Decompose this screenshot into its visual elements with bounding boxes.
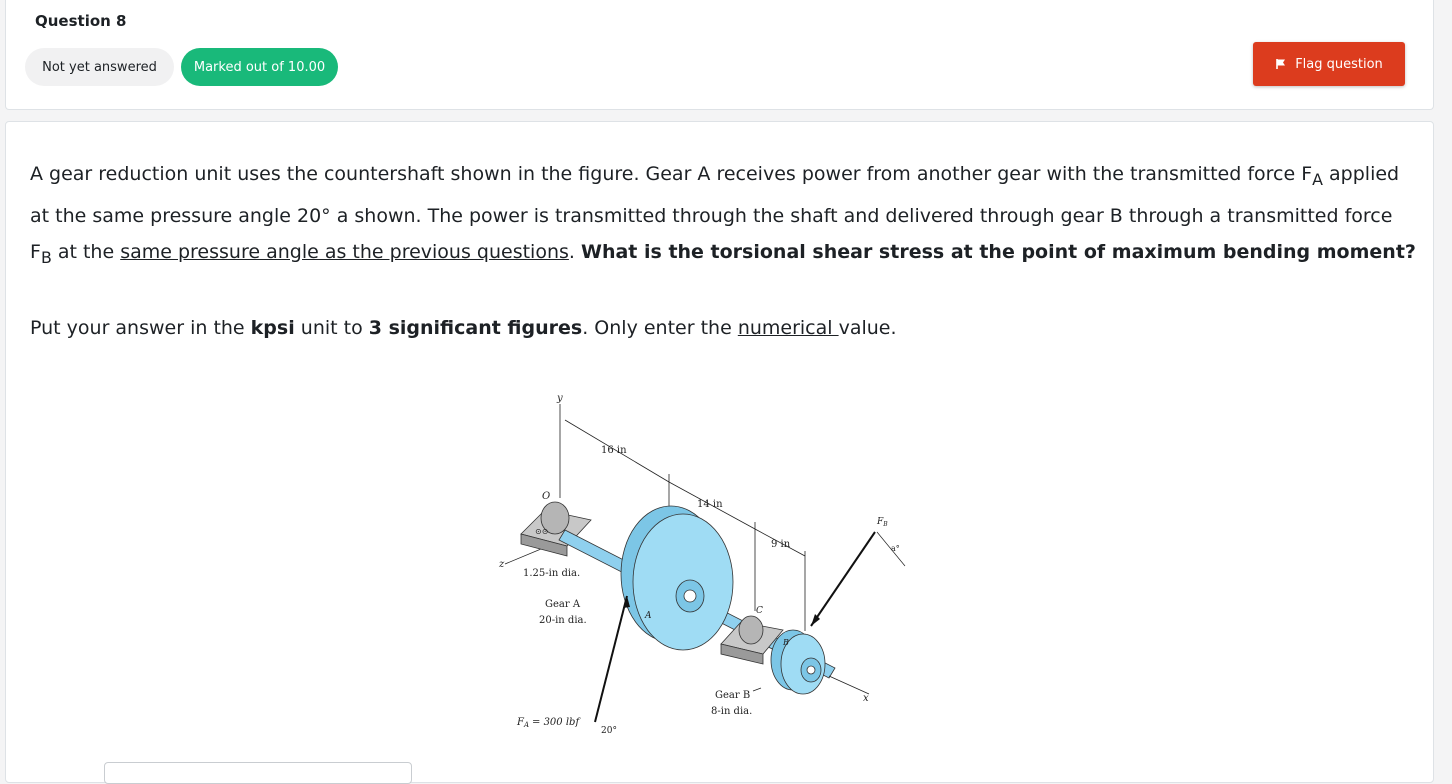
force-fa bbox=[1301, 163, 1323, 189]
text-segment: applied at the same pressure angle 20° a shown. The power is transmitted through the shaft and delivered through gear B through a transmitted force bbox=[30, 163, 1400, 227]
flag-icon bbox=[1275, 58, 1287, 70]
bearing-bolts-icon: ⊙⊙ bbox=[535, 527, 549, 536]
force-fa-label: $F_A = 300$ lbf bbox=[517, 717, 580, 729]
dimension-16-label: 16 in bbox=[601, 445, 627, 456]
leader-line bbox=[753, 688, 761, 691]
point-a-label: A bbox=[645, 611, 652, 621]
gear-a-label: Gear A bbox=[545, 599, 581, 610]
gear-b-label: Gear B bbox=[715, 690, 751, 701]
answer-input[interactable] bbox=[104, 762, 412, 784]
shaft-diameter-label: 1.25-in dia. bbox=[523, 568, 581, 579]
question-prompt: What is the torsional shear stress at the point of maximum bending moment? bbox=[581, 240, 1416, 263]
gear-b bbox=[771, 630, 825, 694]
gear-b-diameter: 8-in dia. bbox=[711, 706, 753, 717]
force-fb-main: F bbox=[30, 240, 41, 263]
force-fb bbox=[30, 240, 52, 267]
text-segment: Put your answer in the bbox=[30, 317, 251, 339]
answer-instructions bbox=[30, 310, 1420, 346]
numerical-word: numerical bbox=[737, 317, 839, 339]
text-segment: . bbox=[568, 240, 581, 263]
gear-a bbox=[621, 506, 733, 650]
origin-label: O bbox=[542, 491, 551, 502]
force-fa-main: F bbox=[1301, 163, 1313, 185]
pressure-angle-a: 20° bbox=[601, 726, 617, 736]
text-segment: at the bbox=[51, 240, 121, 263]
x-axis-line bbox=[829, 676, 869, 694]
flag-question-button[interactable] bbox=[1253, 42, 1405, 86]
force-fb-sub: B bbox=[40, 247, 52, 267]
dimension-9-label: 9 in bbox=[771, 539, 791, 550]
point-c-label: C bbox=[756, 606, 763, 616]
sig-figs: 3 significant figures bbox=[368, 317, 583, 339]
force-fb-label: $F_B$ bbox=[877, 517, 888, 528]
x-axis-label: x bbox=[863, 693, 869, 704]
question-info-card bbox=[5, 0, 1434, 110]
text-segment: . Only enter the bbox=[582, 317, 738, 339]
question-text bbox=[30, 156, 1420, 276]
y-axis-label: y bbox=[557, 393, 563, 404]
countershaft-figure bbox=[493, 386, 923, 746]
flag-label: Flag question bbox=[1295, 56, 1383, 72]
state-badge: Not yet answered bbox=[25, 48, 174, 86]
pressure-angle-b: a° bbox=[891, 544, 900, 553]
pressure-angle-reference: same pressure angle as the previous questions bbox=[120, 240, 569, 263]
point-b-label: B bbox=[783, 638, 789, 647]
force-fa-arrow bbox=[595, 596, 627, 722]
dimension-14-label: 14 in bbox=[697, 499, 723, 510]
text-segment: value. bbox=[838, 317, 897, 339]
unit-kpsi: kpsi bbox=[250, 317, 295, 339]
question-title: Question 8 bbox=[35, 12, 127, 30]
force-fa-sub: A bbox=[1312, 169, 1323, 189]
gear-a-diameter: 20-in dia. bbox=[539, 615, 587, 626]
text-segment: unit to bbox=[294, 317, 369, 339]
force-fb-arrow bbox=[811, 532, 875, 626]
text-segment: A gear reduction unit uses the countershaft shown in the figure. Gear A receives power from another gear with the transmitted force bbox=[30, 163, 1302, 185]
z-axis-label: z bbox=[499, 559, 505, 570]
grade-badge: Marked out of 10.00 bbox=[181, 48, 338, 86]
